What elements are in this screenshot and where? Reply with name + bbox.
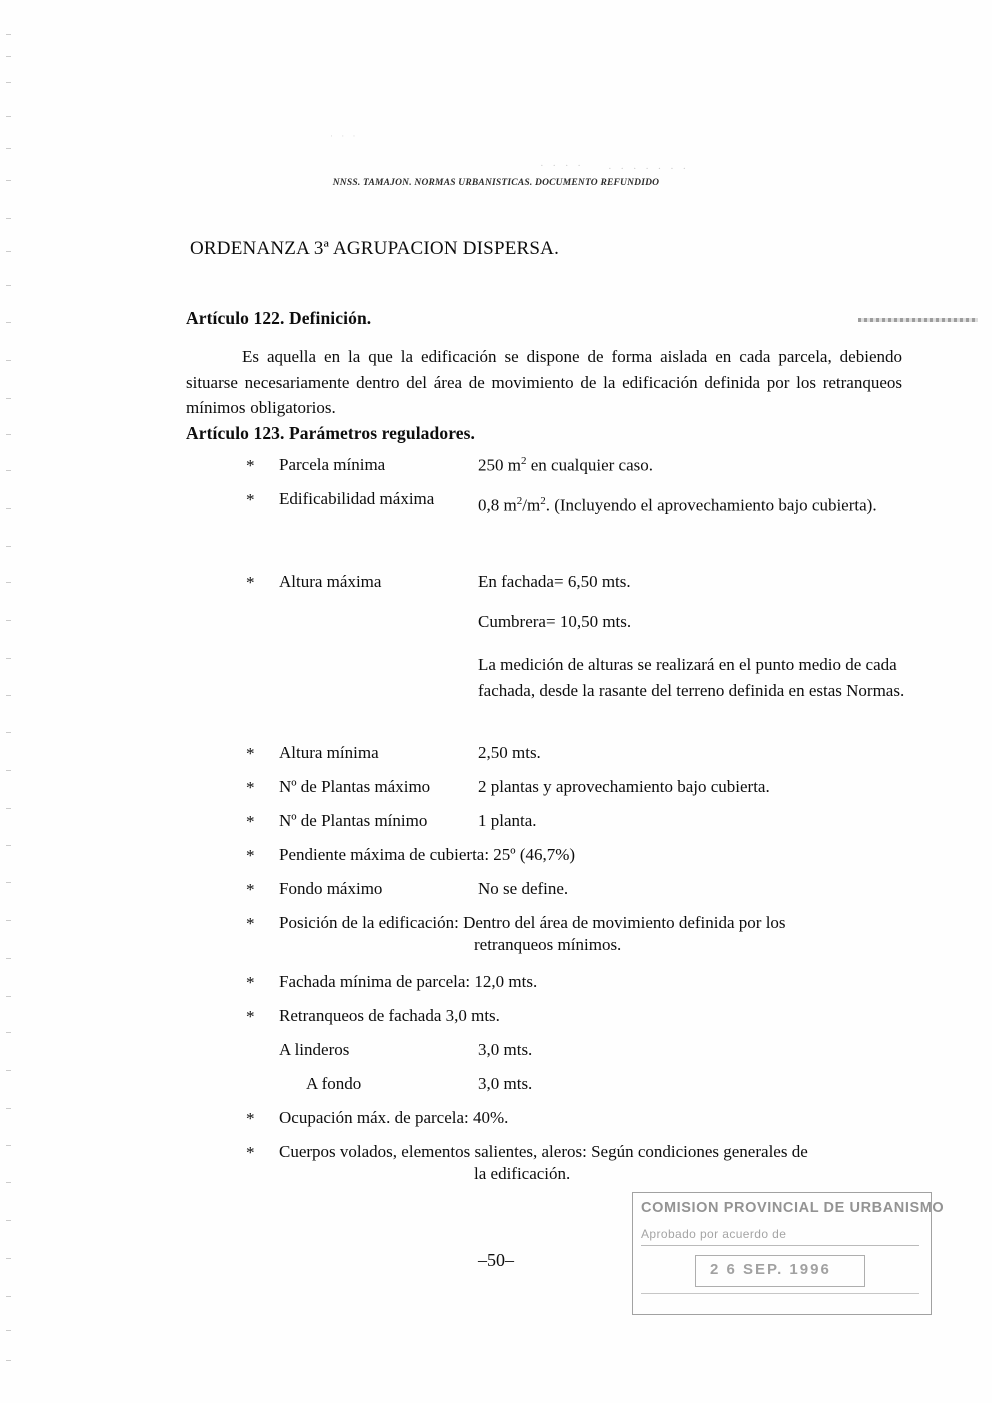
param-value: 250 $m^2$ en cualquier caso. [478, 455, 653, 475]
stamp-date: 2 6 SEP. 1996 [710, 1261, 831, 1278]
scan-smudge-top: · · · [330, 131, 359, 141]
param-value: 2 plantas y aprovechamiento bajo cubierta. [478, 777, 770, 796]
param-label: A linderos [279, 1040, 350, 1059]
param-value: 3,0 mts. [478, 1040, 533, 1059]
bullet-icon: * [246, 812, 255, 831]
param-value [478, 489, 908, 518]
stamp-divider-bottom [641, 1293, 919, 1294]
stamp-divider [641, 1245, 919, 1246]
param-value: 1 planta. [478, 811, 537, 830]
param-row-altura-maxima [246, 572, 946, 727]
stamp-subtitle: Aprobado por acuerdo de [641, 1227, 787, 1241]
article-122-body: Es aquella en la que la edificación se dispone de forma aislada en cada parcela, debiendo situarse necesariamente dentro del área de movimiento de la edificación definida por los retranqueos mínimos obligatorios. [186, 347, 902, 417]
param-label: Altura mínima [279, 743, 379, 762]
param-label: Nº de Plantas máximo [279, 777, 431, 796]
page-title: ORDENANZA 3ª AGRUPACION DISPERSA. [190, 238, 560, 259]
bullet-icon: * [246, 846, 255, 865]
param-row-plantas-maximo [246, 777, 946, 800]
bullet-icon: * [246, 778, 255, 797]
bullet-icon: * [246, 573, 255, 592]
bullet-icon: * [246, 1109, 255, 1128]
param-label [279, 913, 939, 955]
param-row-plantas-minimo [246, 811, 946, 834]
param-label: Retranqueos de fachada 3,0 mts. [279, 1006, 500, 1025]
param-value: No se define. [478, 879, 569, 898]
param-value-line: En fachada= 6,50 mts. [478, 572, 631, 591]
param-value-text: 0,8 $m^2/m^2$. (Incluyendo el aprovechamiento bajo cubierta). [478, 495, 877, 515]
param-label: Ocupación máx. de parcela: 40%. [279, 1108, 509, 1127]
param-value-line: La medición de alturas se realizará en el punto medio de cada fachada, desde la rasante del terreno definida en estas Normas. [478, 655, 905, 700]
param-row-altura-minima [246, 743, 946, 766]
param-row-fachada-minima [246, 972, 946, 995]
param-label: Fondo máximo [279, 879, 383, 898]
param-label-continuation: la edificación. [474, 1164, 571, 1183]
section-spacer [246, 550, 946, 572]
scan-ink-bar [858, 318, 978, 322]
param-value [478, 572, 908, 704]
bullet-icon: * [246, 914, 255, 933]
param-label: Pendiente máxima de cubierta: 25º (46,7%) [279, 845, 576, 864]
param-row-pendiente-cubierta [246, 845, 946, 868]
param-value: 2,50 mts. [478, 743, 541, 762]
param-label: A fondo [306, 1074, 362, 1093]
scan-smudge-left: · · · · [540, 160, 584, 172]
param-row-ocupacion-maxima [246, 1108, 946, 1131]
param-row-posicion-edificacion [246, 913, 946, 961]
page-number: –50– [478, 1250, 514, 1270]
param-row-edificabilidad-maxima [246, 489, 946, 539]
param-row-fondo-maximo [246, 879, 946, 902]
param-row-cuerpos-volados [246, 1142, 946, 1190]
running-head: NNSS. TAMAJON. NORMAS URBANISTICAS. DOCUMENTO REFUNDIDO [332, 178, 660, 188]
param-label-text: Posición de la edificación: Dentro del área de movimiento definida por los [279, 913, 786, 932]
article-122-heading: Artículo 122. Definición. [186, 308, 372, 328]
param-row-parcela-minima [246, 455, 946, 478]
param-label: Edificabilidad máxima [279, 489, 435, 508]
param-label: Fachada mínima de parcela: 12,0 mts. [279, 972, 538, 991]
bullet-icon: * [246, 880, 255, 899]
bullet-icon: * [246, 456, 255, 475]
stamp-title: COMISION PROVINCIAL DE URBANISMO [641, 1200, 945, 1216]
param-label-continuation: retranqueos mínimos. [474, 935, 622, 954]
param-label [279, 1142, 939, 1184]
bullet-icon: * [246, 1007, 255, 1026]
param-row-a-linderos [246, 1040, 946, 1063]
param-row-a-fondo [246, 1074, 946, 1097]
bullet-icon: * [246, 744, 255, 763]
param-label-text: Cuerpos volados, elementos salientes, aleros: Según condiciones generales de [279, 1142, 808, 1161]
param-label: Nº de Plantas mínimo [279, 811, 428, 830]
parameters-list [246, 455, 946, 1201]
scan-smudge-right: · · · · · · · [608, 163, 690, 175]
param-label: Altura máxima [279, 572, 382, 591]
param-value-line: Cumbrera= 10,50 mts. [478, 612, 632, 631]
param-row-retranqueos-fachada [246, 1006, 946, 1029]
bullet-icon: * [246, 973, 255, 992]
article-123-heading: Artículo 123. Parámetros reguladores. [186, 423, 475, 443]
bullet-icon: * [246, 1143, 255, 1162]
param-label: Parcela mínima [279, 455, 386, 474]
param-value: 3,0 mts. [478, 1074, 533, 1093]
bullet-icon: * [246, 490, 255, 509]
